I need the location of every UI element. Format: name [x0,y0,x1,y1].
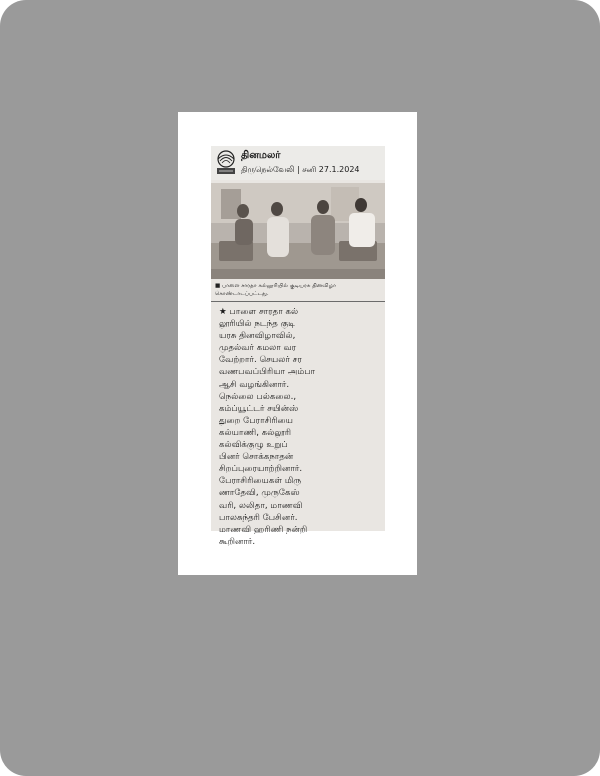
article-line: வரி, லலிதா, மாணவி [219,500,303,511]
article-line: கம்ப்யூட்டர் சயின்ஸ் [219,403,299,414]
photo-caption: ■ பாளை சாரதா கல்லூரியில் குடியரசு தினவிழா கொண்டாடப்பட்டது. [215,283,337,297]
masthead [211,146,385,180]
article-line: பேராசிரியைகள் மிரு [219,476,302,487]
divider [211,301,385,302]
article-line: துறை பேராசிரியை [219,415,294,426]
article-line: நெல்லை பல்கலை., [219,391,297,402]
page-sheet [178,112,417,575]
article-line: பினர் சொக்கநாதன் [219,452,294,463]
article-line: ★ பாளை சாரதா கல் [219,307,299,317]
article-line: வணபவப்பிரியா அம்பா [219,367,316,378]
article-body [219,306,383,548]
paper-name: தினமலர் [241,150,281,161]
article-line: முதல்வர் கமலா வர [219,343,297,354]
article-line: யரசு தினவிழாவில், [219,331,296,342]
article-line: கல்விக்குழு உறுப் [219,440,288,451]
article-line: ஆசி வழங்கினார். [219,379,290,390]
article-line: பாலசுந்தரி பேசினர். [219,512,298,523]
dateline: திருநெல்வேலி | சனி 27.1.2024 [241,165,360,174]
article-line: லூரியில் நடந்த குடி [219,319,296,330]
article-line: மாணவி ஹரிணி நன்றி [219,524,308,535]
article-line: ணாதேவி, முருகேஸ் [219,488,300,499]
lotus-emblem-icon [215,150,237,176]
article-line: கல்யாணி, கல்லூரி [219,427,292,438]
article-line: கூறினார். [219,536,256,547]
newspaper-clipping [211,146,385,547]
article-line: சிறப்புரையாற்றினார். [219,464,303,475]
article-line: வேற்றார். செயலர் சர [219,355,302,366]
event-photo [211,183,385,279]
